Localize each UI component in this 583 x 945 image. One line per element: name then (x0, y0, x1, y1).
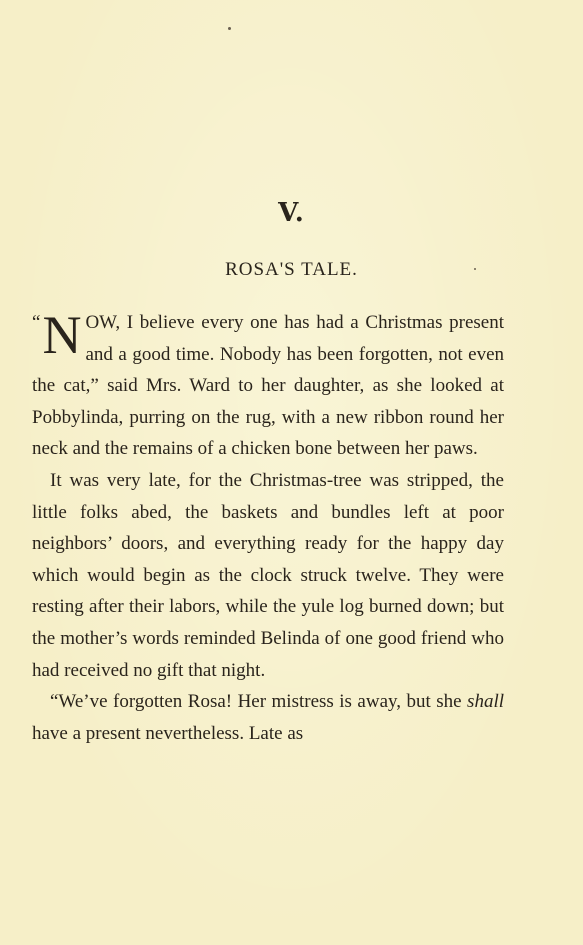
opening-quote-mark: “ (32, 312, 41, 333)
paragraph-3 (32, 686, 504, 749)
paragraph-1-text: OW, I believe every one has had a Christmas present and a good time. Nobody has been forgotten, not even the cat,” said Mrs. Ward to her daughter, as she looked at Pobbylinda, purring on the rug, with a new ribbon round her neck and the remains of a chicken bone between her paws. (32, 312, 504, 460)
chapter-title: ROSA'S TALE. (225, 259, 358, 280)
paragraph-2-text: It was very late, for the Christmas-tree was stripped, the little folks abed, the baskets and bundles left at poor neighbors’ doors, and everything ready for the happy day which would begin as the clock struck twelve. They were resting after their labors, while the yule log burned down; but the mother’s words reminded Belinda of one good friend who had received no gift that night. (32, 469, 504, 681)
body-text (32, 307, 504, 749)
paragraph-1 (32, 307, 504, 465)
chapter-number: V. (278, 198, 305, 228)
emphasized-word: shall (467, 691, 504, 713)
paragraph-3-text-after: have a present nevertheless. Late as (32, 722, 304, 744)
paragraph-3-text-before: “We’ve forgotten Rosa! Her mistress is away, but she (50, 691, 468, 713)
paragraph-2 (32, 465, 504, 686)
ink-speck (228, 27, 231, 30)
drop-cap-letter: N (42, 305, 82, 365)
